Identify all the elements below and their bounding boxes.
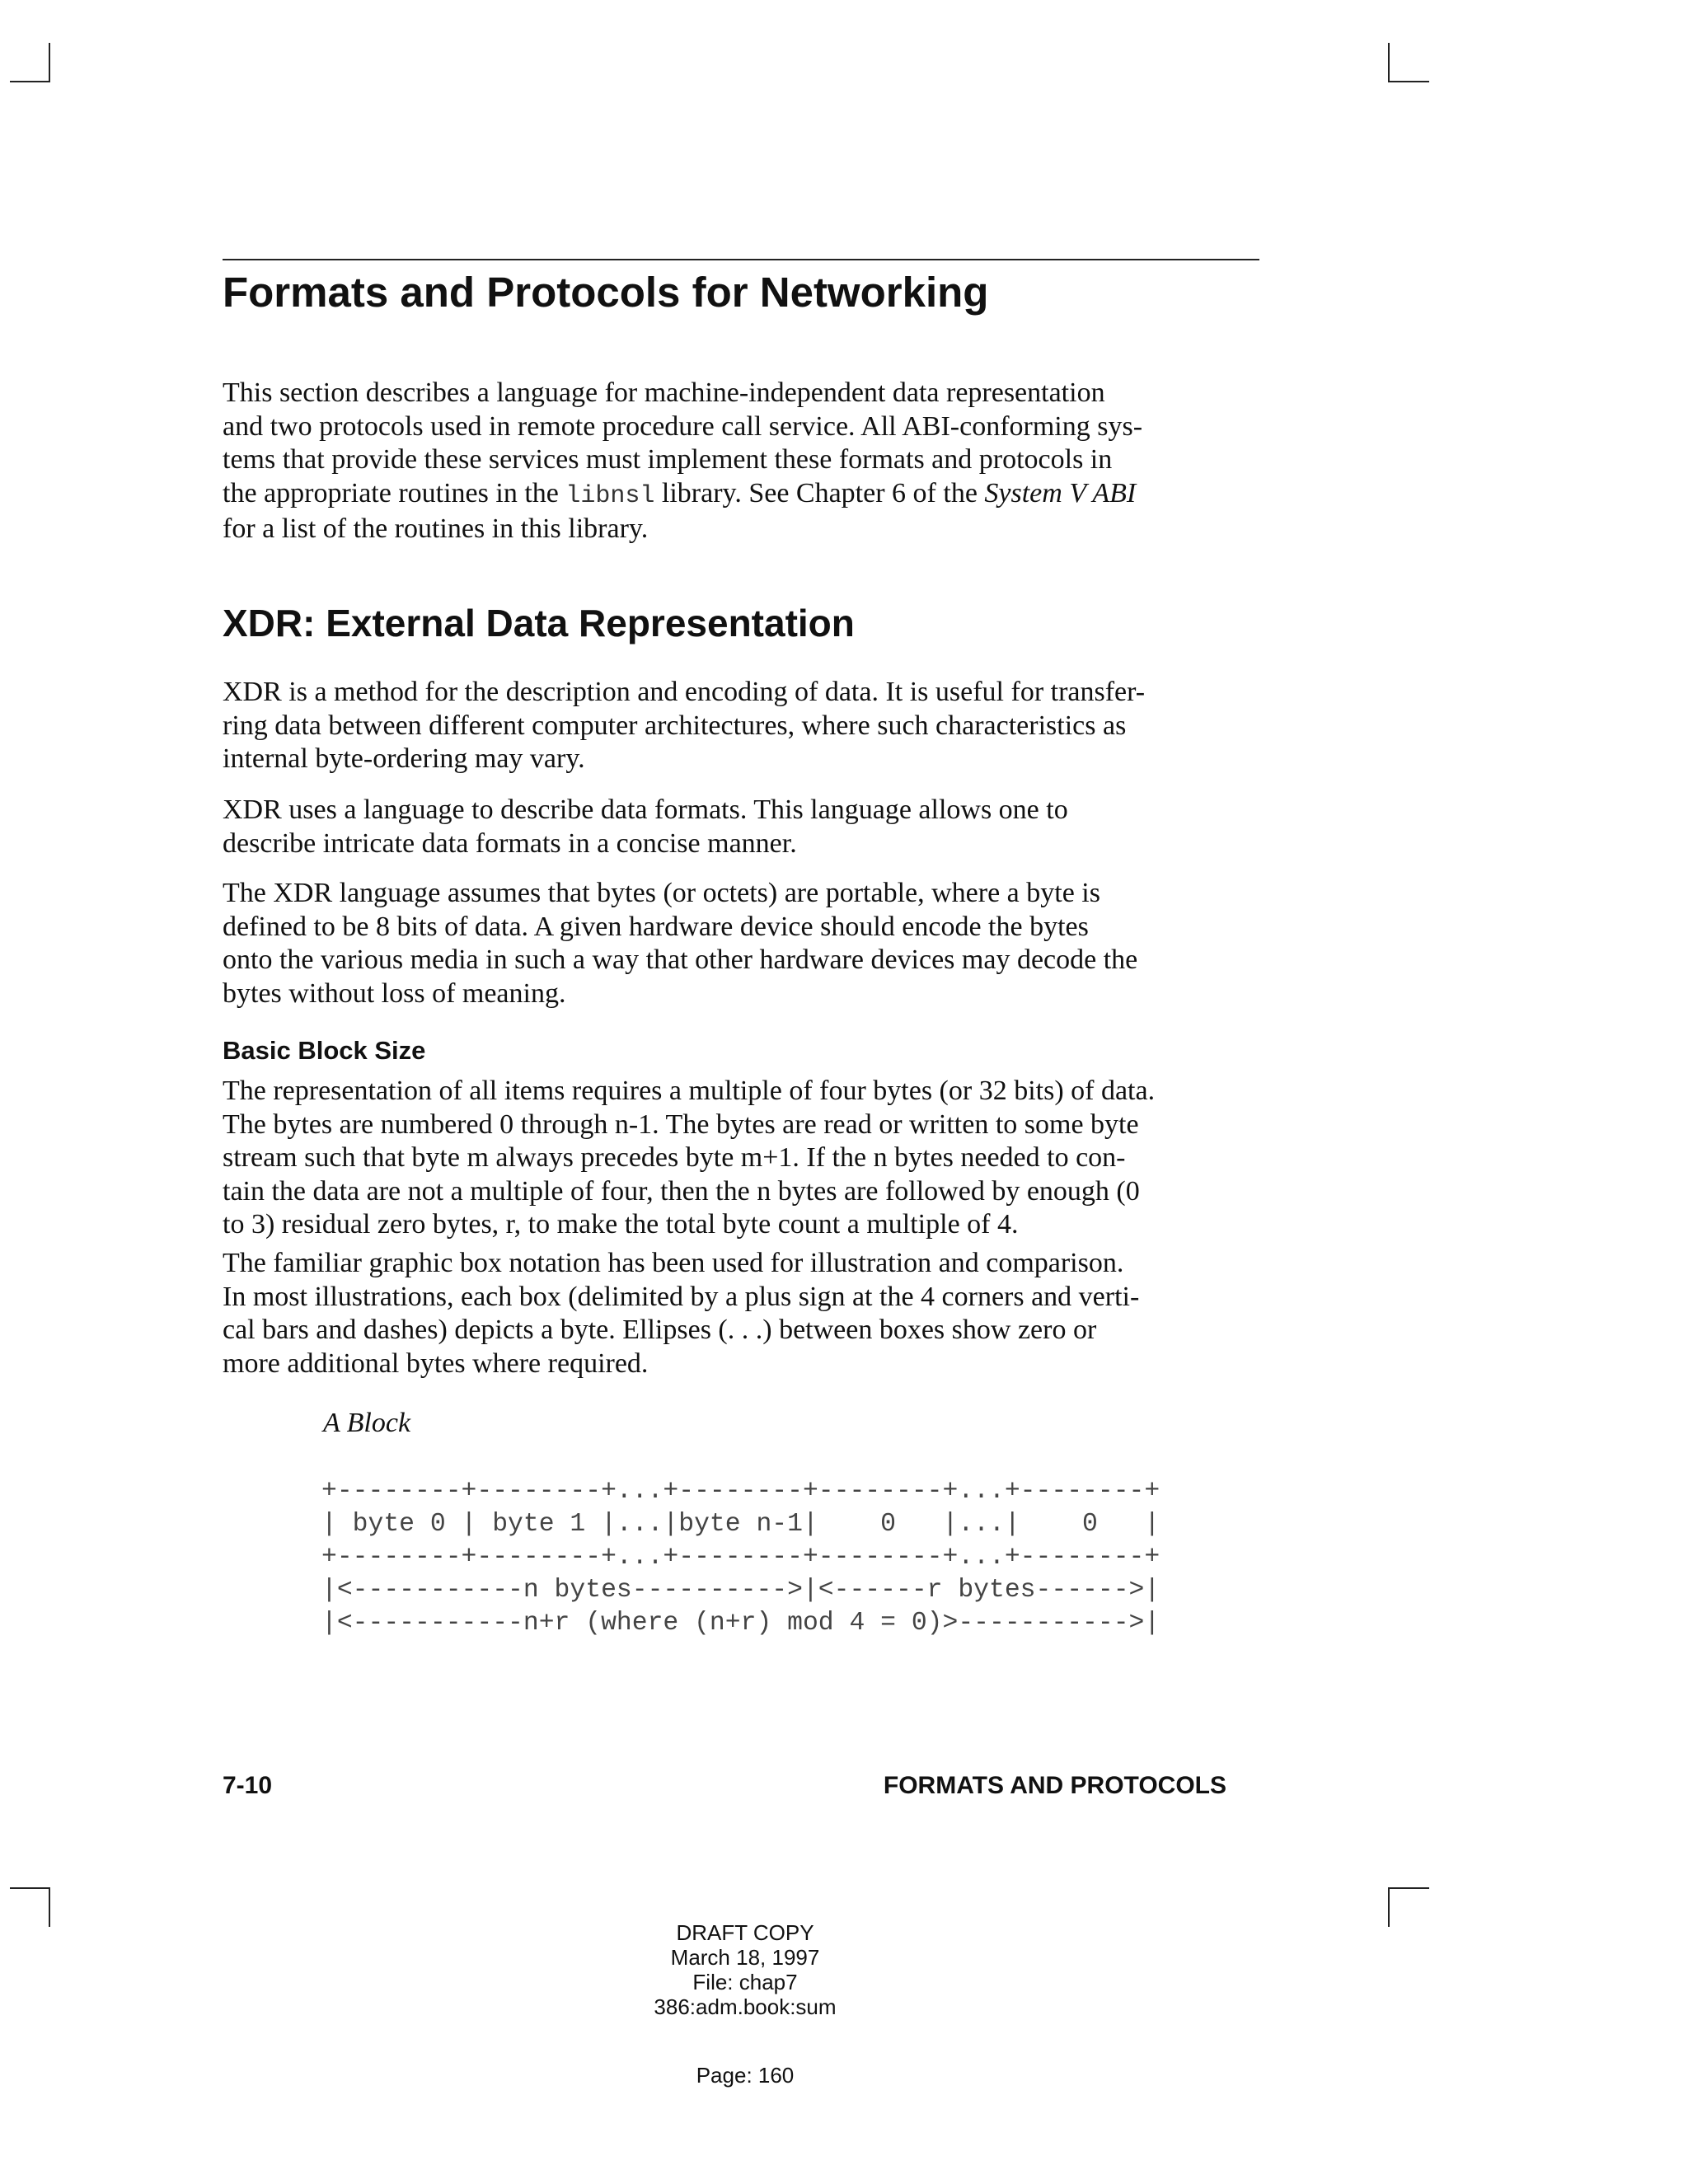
text-line: XDR uses a language to describe data formats. This language allows one to <box>223 794 1068 825</box>
text-line: to 3) residual zero bytes, r, to make the total byte count a multiple of 4. <box>223 1209 1019 1240</box>
draft-stamp <box>580 1920 910 2019</box>
text-run: library. See Chapter 6 of the <box>654 477 985 509</box>
text-line: The representation of all items requires a multiple of four bytes (or 32 bits) of data. <box>223 1076 1156 1106</box>
text-line: The XDR language assumes that bytes (or octets) are portable, where a byte is <box>223 878 1100 908</box>
library-name-code: libnsl <box>565 481 655 510</box>
text-line: tain the data are not a multiple of four, then the n bytes are followed by enough (0 <box>223 1175 1140 1207</box>
text-line: tems that provide these services must implement these formats and protocols in <box>223 444 1113 475</box>
draft-book: 386:adm.book:sum <box>654 1994 837 2019</box>
text-line: bytes without loss of meaning. <box>223 977 566 1009</box>
section-heading-xdr: XDR: External Data Representation <box>223 602 855 644</box>
diagram-line: |<-----------n bytes---------->|<------r bytes------>| <box>321 1576 1160 1605</box>
crop-mark-top-right-v <box>1388 43 1390 82</box>
diagram-line: | byte 0 | byte 1 |...|byte n-1| 0 |...| 0 | <box>321 1510 1160 1539</box>
crop-mark-top-left-v <box>49 43 50 82</box>
block-diagram <box>321 1475 1160 1640</box>
crop-mark-top-left-h <box>10 81 50 82</box>
text-line: In most illustrations, each box (delimited by a plus sign at the 4 corners and verti- <box>223 1281 1140 1312</box>
text-line: describe intricate data formats in a concise manner. <box>223 827 797 859</box>
text-line <box>223 477 1261 513</box>
draft-page-number: Page: 160 <box>696 2063 795 2088</box>
diagram-line: +--------+--------+...+--------+--------+...+--------+ <box>321 1477 1160 1506</box>
draft-file: File: chap7 <box>692 1970 798 1994</box>
text-line: The bytes are numbered 0 through n-1. The bytes are read or written to some byte <box>223 1108 1139 1140</box>
footer-section-label: FORMATS AND PROTOCOLS <box>883 1772 1226 1799</box>
crop-mark-bottom-right-h <box>1388 1887 1429 1889</box>
diagram-line: |<-----------n+r (where (n+r) mod 4 = 0)>----------->| <box>321 1609 1160 1638</box>
crop-mark-bottom-left-v <box>49 1887 50 1927</box>
intro-paragraph <box>223 377 1261 546</box>
page-title: Formats and Protocols for Networking <box>223 269 989 316</box>
text-line: stream such that byte m always precedes byte m+1. If the n bytes needed to con- <box>223 1142 1126 1173</box>
block-size-paragraph-2 <box>223 1247 1261 1380</box>
text-line: more additional bytes where required. <box>223 1347 649 1379</box>
text-line: ring data between different computer architectures, where such characteristics as <box>223 710 1127 741</box>
draft-label: DRAFT COPY <box>676 1920 814 1945</box>
xdr-paragraph-3 <box>223 877 1261 1010</box>
text-line: onto the various media in such a way that other hardware devices may decode the <box>223 944 1138 975</box>
crop-mark-bottom-right-v <box>1388 1887 1390 1927</box>
diagram-line: +--------+--------+...+--------+--------+...+--------+ <box>321 1543 1160 1572</box>
block-size-paragraph-1 <box>223 1075 1261 1242</box>
text-line: cal bars and dashes) depicts a byte. Ellipses (. . .) between boxes show zero or <box>223 1315 1097 1345</box>
draft-date: March 18, 1997 <box>670 1945 820 1970</box>
text-run: the appropriate routines in the <box>223 477 566 509</box>
text-line: defined to be 8 bits of data. A given hardware device should encode the bytes <box>223 911 1089 942</box>
text-line: XDR is a method for the description and encoding of data. It is useful for transfer- <box>223 677 1146 707</box>
book-title: System V ABI <box>984 477 1137 509</box>
xdr-paragraph-2 <box>223 794 1261 860</box>
crop-mark-top-right-h <box>1388 81 1429 82</box>
text-line: The familiar graphic box notation has been used for illustration and comparison. <box>223 1248 1124 1278</box>
text-line: for a list of the routines in this library. <box>223 513 649 544</box>
figure-caption: A Block <box>323 1408 411 1438</box>
text-line: and two protocols used in remote procedure call service. All ABI-conforming sys- <box>223 410 1143 442</box>
footer-page-label: 7-10 <box>223 1772 273 1799</box>
text-line: internal byte-ordering may vary. <box>223 743 585 774</box>
xdr-paragraph-1 <box>223 676 1261 776</box>
title-rule <box>223 259 1259 260</box>
subsection-heading-basic-block-size: Basic Block Size <box>223 1036 426 1065</box>
crop-mark-bottom-left-h <box>10 1887 50 1889</box>
text-line: This section describes a language for machine-independent data representation <box>223 377 1105 408</box>
